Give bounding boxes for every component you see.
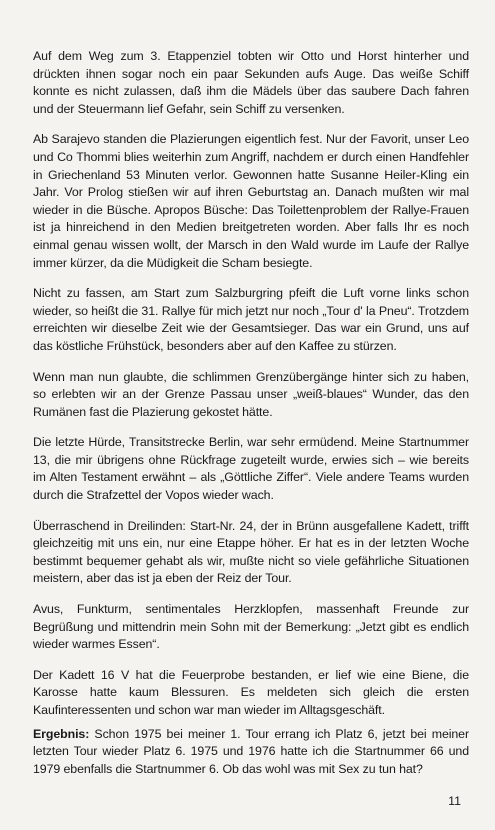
result-text: Schon 1975 bei meiner 1. Tour errang ich Platz 6, jetzt bei meiner letzten Tour wieder Platz 6. 1975 und 1976 hatte ich die Startnummer 66 und 1979 ebenfalls die Startnummer 6. Ob das wohl was mit Sex zu tun hat? <box>33 726 469 776</box>
page-number: 11 <box>448 794 461 808</box>
paragraph-avus: Avus, Funkturm, sentimentales Herzklopfen, massenhaft Freunde zur Begrüßung und mittendrin mein Sohn mit der Bemerkung: „Jetzt gibt es endlich wieder warmes Essen“. <box>33 602 469 652</box>
paragraph-salzburgring: Nicht zu fassen, am Start zum Salzburgring pfeift die Luft vorne links schon wieder, so heißt die 31. Rallye für mich jetzt nur noch „Tour d' la Pneu“. Trotzdem erreichten wir dieselbe Zeit wie der Gesamtsieger. Das war ein Grund, uns auf das köstliche Frühstück, besonders aber auf den Kaffee zu stürzen. <box>33 286 469 353</box>
paragraph-kadett: Der Kadett 16 V hat die Feuerprobe bestanden, er lief wie eine Biene, die Karosse hatte kaum Blessuren. Es meldeten sich gleich die ersten Kaufinteressenten und schon war man wieder im Alltagsgeschäft. <box>33 667 469 717</box>
paragraph-grenze-passau: Wenn man nun glaubte, die schlimmen Grenzübergänge hinter sich zu haben, so erlebten wir an der Grenze Passau unser „weiß-blaues“ Wunder, das den Rumänen fast die Plazierung gekostet hätte. <box>33 369 469 419</box>
paragraph-transitstrecke: Die letzte Hürde, Transitstrecke Berlin, war sehr ermüdend. Meine Startnummer 13, die mir übrigens ohne Rückfrage zugeteilt wurde, erwies sich – wie bereits im Alten Testament erwähnt – als „Göttliche Ziffer“. Viele andere Teams wurden durch die Strafzettel der Vopos wieder wach. <box>33 435 469 503</box>
paragraph-ergebnis <box>33 726 469 779</box>
paragraph-etappenziel: Auf dem Weg zum 3. Etappenziel tobten wir Otto und Horst hinterher und drückten ihnen sogar noch ein paar Sekunden aufs Auge. Das weiße Schiff konnte es nicht zulassen, daß ihm die Mädels über das saubere Dach fahren und der Steuermann lief Gefahr, sein Schiff zu versenken. <box>33 49 469 116</box>
paragraph-dreilinden: Überraschend in Dreilinden: Start-Nr. 24, der in Brünn ausgefallene Kadett, trifft gleichzeitig mit uns ein, nur eine Etappe höher. Er hat es in der letzten Woche bestimmt bequemer gehabt als wir, mußte nicht so viele gefährliche Situationen meistern, aber das ist ja eben der Reiz der Tour. <box>33 518 469 586</box>
result-label: Ergebnis: <box>33 726 90 741</box>
paragraph-sarajevo: Ab Sarajevo standen die Plazierungen eigentlich fest. Nur der Favorit, unser Leo und Co Thommi blies weiterhin zum Angriff, nachdem er durch einen Handfehler in Griechenland 53 Minuten verlor. Gewonnen hatte Susanne Heiler-Kling ein Jahr. Vor Prolog stießen wir auf ihren Geburtstag an. Danach mußten wir mal wieder in die Büsche. Apropos Büsche: Das Toilettenproblem der Rallye-Frauen ist ja hinreichend in den Medien breitgetreten worden. Aber falls Ihr es noch einmal genau wissen wollt, der Marsch in den Wald wurde im Laufe der Rallye immer kürzer, da die Müdigkeit die Scham besiegte. <box>33 132 469 270</box>
